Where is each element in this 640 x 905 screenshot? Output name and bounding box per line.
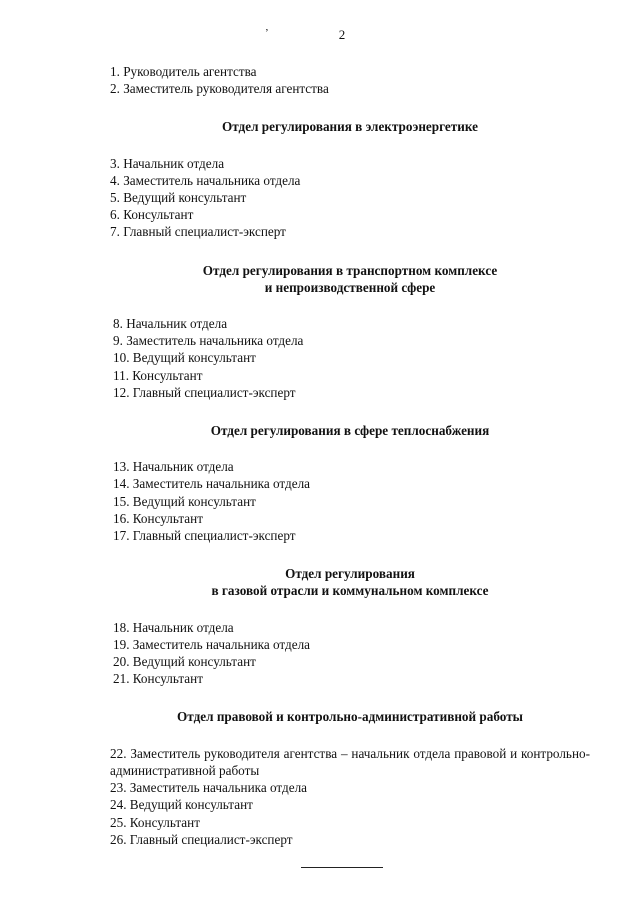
heading-line: Отдел правовой и контрольно-административной работы [177, 709, 523, 725]
heading-line: Отдел регулирования в сфере теплоснабжения [210, 423, 490, 439]
list-item: 2. Заместитель руководителя агентства [110, 81, 329, 97]
section-list [110, 458, 590, 544]
list-item: 26. Главный специалист-эксперт [110, 831, 293, 847]
heading-line: и непроизводственной сфере [264, 279, 436, 295]
list-item: 21. Консультант [113, 671, 203, 687]
list-item: 18. Начальник отдела [113, 619, 234, 635]
section-list [110, 619, 590, 688]
heading-line: в газовой отрасли и коммунальном комплексе [211, 583, 489, 599]
section-heading [110, 262, 590, 296]
section-heading [110, 422, 590, 439]
document-body [110, 63, 590, 868]
list-item: 5. Ведущий консультант [110, 190, 247, 206]
page-number: 2 [338, 27, 346, 42]
list-item: 7. Главный специалист-эксперт [110, 224, 286, 240]
list-item: 12. Главный специалист-эксперт [113, 384, 296, 400]
list-item: 10. Ведущий консультант [113, 350, 256, 366]
list-item: 20. Ведущий консультант [113, 654, 256, 670]
list-item: 24. Ведущий консультант [110, 797, 253, 813]
list-item: 9. Заместитель начальника отдела [113, 333, 304, 349]
list-item: 23. Заместитель начальника отдела [110, 780, 308, 796]
section-heading [110, 708, 590, 725]
section-list [110, 315, 590, 401]
list-item: 11. Консультант [113, 367, 203, 383]
section-heading [110, 565, 590, 599]
top-list [110, 63, 590, 97]
list-item: 6. Консультант [110, 207, 194, 223]
heading-line: Отдел регулирования в электроэнергетике [222, 119, 478, 135]
list-item: 13. Начальник отдела [113, 459, 234, 475]
list-item: 14. Заместитель начальника отдела [113, 476, 311, 492]
list-item: 15. Ведущий консультант [113, 493, 256, 509]
list-item: 8. Начальник отдела [113, 316, 228, 332]
section-heading [110, 118, 590, 135]
list-item: 22. Заместитель руководителя агентства – начальник отдела правовой и контрольно-административной работы [110, 745, 590, 778]
list-item: 17. Главный специалист-эксперт [113, 528, 296, 544]
list-item: 19. Заместитель начальника отдела [113, 636, 311, 652]
end-divider [301, 867, 383, 868]
list-item: 1. Руководитель агентства [110, 64, 257, 79]
section-list [110, 745, 590, 848]
list-item: 16. Консультант [113, 510, 203, 526]
list-item: 3. Начальник отдела [110, 155, 225, 171]
list-item: 25. Консультант [110, 814, 200, 830]
heading-line: Отдел регулирования [285, 566, 415, 582]
list-item: 4. Заместитель начальника отдела [110, 172, 301, 188]
scan-speck: ’ [265, 27, 269, 39]
section-list [110, 155, 590, 241]
heading-line: Отдел регулирования в транспортном комплексе [202, 262, 498, 278]
